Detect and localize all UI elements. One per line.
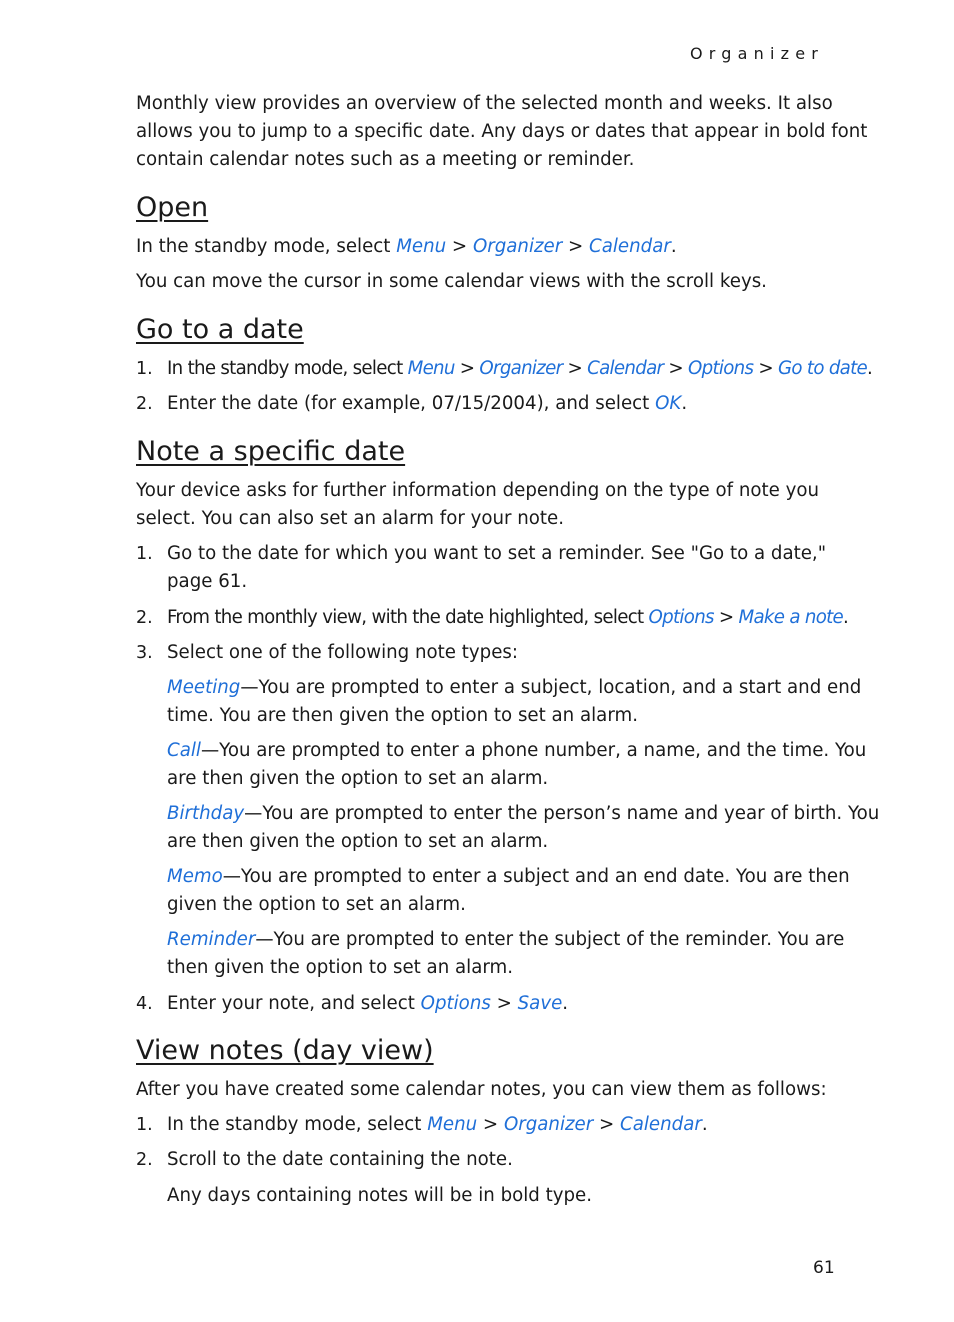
step-number: 1.	[136, 1115, 153, 1135]
open-line-2: You can move the cursor in some calendar views with the scroll keys.	[136, 271, 767, 292]
step-number: 1.	[136, 544, 153, 564]
note-intro-line: Your device asks for further information depending on the type of note you	[136, 480, 819, 501]
note-step2-prefix: From the monthly view, with the date highlighted, select	[167, 607, 649, 628]
step-number: 1.	[136, 359, 153, 379]
view-step-2-note: Any days containing notes will be in bold type.	[167, 1185, 593, 1206]
note-type-desc: are then given the option to set an alarm.	[167, 831, 549, 852]
step-number: 4.	[136, 994, 153, 1014]
heading-open: Open	[136, 192, 209, 223]
note-type-reminder	[167, 926, 844, 982]
link-birthday[interactable]: Birthday	[167, 803, 245, 824]
note-type-birthday	[167, 800, 879, 856]
note-step-3: Select one of the following note types:	[167, 642, 518, 663]
note-step4-prefix: Enter your note, and select	[167, 993, 421, 1014]
link-memo[interactable]: Memo	[167, 866, 223, 887]
page-number: 61	[813, 1258, 835, 1278]
note-step1-line: Go to the date for which you want to set a reminder. See "Go to a date,"	[167, 543, 827, 564]
note-type-meeting	[167, 674, 861, 730]
link-options[interactable]: Options	[648, 607, 714, 628]
link-options[interactable]: Options	[420, 993, 491, 1014]
step-number: 3.	[136, 643, 153, 663]
view-step-2: Scroll to the date containing the note.	[167, 1149, 513, 1170]
goto-step-2: Enter the date (for example, 07/15/2004), and select OK.	[167, 393, 688, 414]
note-type-desc: —You are prompted to enter a subject and an end date. You are then	[222, 866, 850, 887]
step-number: 2.	[136, 1150, 153, 1170]
link-organizer[interactable]: Organizer	[503, 1114, 594, 1135]
link-reminder[interactable]: Reminder	[167, 929, 256, 950]
goto-step1-prefix: In the standby mode, select	[167, 358, 408, 379]
link-calendar[interactable]: Calendar	[587, 358, 664, 379]
link-make-a-note[interactable]: Make a note	[738, 607, 844, 628]
note-type-desc: —You are prompted to enter the subject of the reminder. You are	[255, 929, 845, 950]
note-type-desc: given the option to set an alarm.	[167, 894, 466, 915]
goto-step2-prefix: Enter the date (for example, 07/15/2004), and select	[167, 393, 656, 414]
link-organizer[interactable]: Organizer	[472, 236, 563, 257]
open-prefix: In the standby mode, select	[136, 236, 397, 257]
link-calendar[interactable]: Calendar	[620, 1114, 702, 1135]
link-go-to-date[interactable]: Go to date	[777, 358, 868, 379]
link-calendar[interactable]: Calendar	[589, 236, 671, 257]
link-menu[interactable]: Menu	[427, 1114, 478, 1135]
note-step-1	[167, 540, 826, 596]
link-meeting[interactable]: Meeting	[167, 677, 241, 698]
note-type-desc: —You are prompted to enter a subject, location, and a start and end	[240, 677, 862, 698]
link-options[interactable]: Options	[688, 358, 754, 379]
note-intro	[136, 477, 819, 533]
heading-view-notes: View notes (day view)	[136, 1035, 434, 1066]
heading-note-specific-date: Note a specific date	[136, 436, 406, 467]
note-type-call	[167, 737, 866, 793]
note-type-desc: are then given the option to set an alarm.	[167, 768, 549, 789]
link-menu[interactable]: Menu	[396, 236, 447, 257]
note-step-4: Enter your note, and select Options > Save.	[167, 993, 569, 1014]
intro-paragraph	[136, 90, 867, 174]
link-menu[interactable]: Menu	[407, 358, 455, 379]
note-type-memo	[167, 863, 850, 919]
note-step1-line: page 61.	[167, 571, 248, 592]
link-save[interactable]: Save	[517, 993, 563, 1014]
goto-step-1: In the standby mode, select Menu > Organizer > Calendar > Options > Go to date.	[167, 358, 873, 379]
heading-go-to-date: Go to a date	[136, 314, 304, 345]
step-number: 2.	[136, 608, 153, 628]
intro-line: Monthly view provides an overview of the selected month and weeks. It also	[136, 93, 833, 114]
view-intro: After you have created some calendar notes, you can view them as follows:	[136, 1079, 827, 1100]
note-type-desc: —You are prompted to enter a phone number, a name, and the time. You	[200, 740, 867, 761]
step-number: 2.	[136, 394, 153, 414]
link-organizer[interactable]: Organizer	[479, 358, 563, 379]
note-type-desc: —You are prompted to enter the person’s name and year of birth. You	[244, 803, 880, 824]
running-header: Organizer	[690, 44, 825, 63]
intro-line: allows you to jump to a specific date. Any days or dates that appear in bold font	[136, 121, 868, 142]
intro-line: contain calendar notes such as a meeting or reminder.	[136, 149, 635, 170]
view-step-1: In the standby mode, select Menu > Organizer > Calendar.	[167, 1114, 708, 1135]
open-line-1: In the standby mode, select Menu > Organizer > Calendar.	[136, 236, 677, 257]
note-type-desc: then given the option to set an alarm.	[167, 957, 514, 978]
note-type-desc: time. You are then given the option to set an alarm.	[167, 705, 638, 726]
link-call[interactable]: Call	[167, 740, 201, 761]
link-ok[interactable]: OK	[655, 393, 682, 414]
note-step-2: From the monthly view, with the date highlighted, select Options > Make a note.	[167, 607, 849, 628]
view-step1-prefix: In the standby mode, select	[167, 1114, 428, 1135]
note-intro-line: select. You can also set an alarm for your note.	[136, 508, 565, 529]
